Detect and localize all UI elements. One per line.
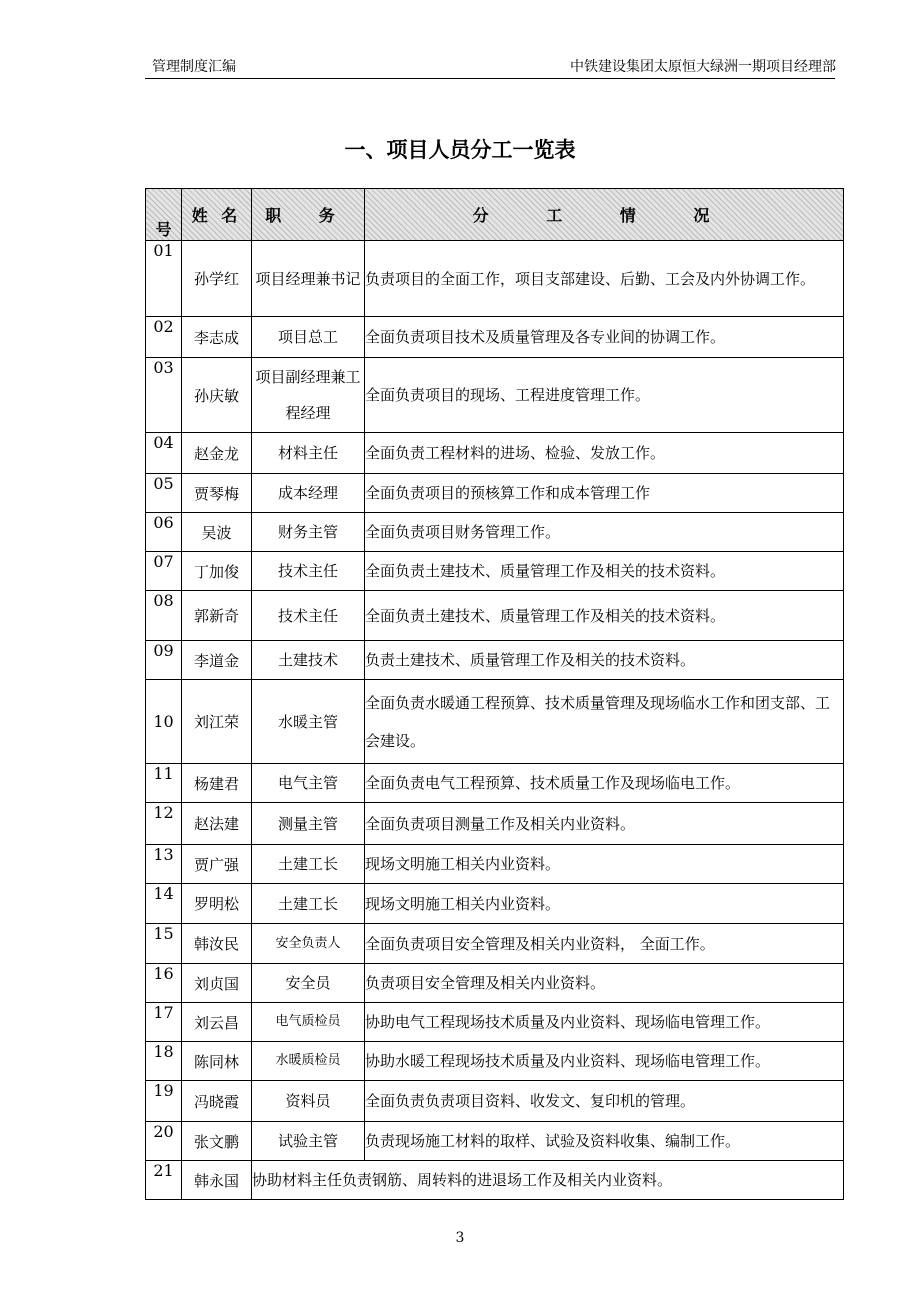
table-row: [146, 1042, 844, 1081]
row-name: 罗明松: [182, 884, 252, 924]
row-position: 财务主管: [252, 513, 365, 552]
table-row: [146, 358, 844, 433]
row-duty: 全面负责土建技术、质量管理工作及相关的技术资料。: [365, 591, 844, 641]
row-number: 08: [146, 591, 182, 641]
row-number: 21: [146, 1161, 182, 1200]
row-position: 土建工长: [252, 845, 365, 884]
row-position: 安全负责人: [252, 924, 365, 964]
row-number: 12: [146, 803, 182, 845]
row-number: 03: [146, 358, 182, 433]
table-row: [146, 474, 844, 513]
row-number: 01: [146, 241, 182, 317]
table-row: [146, 513, 844, 552]
row-name: 杨建君: [182, 764, 252, 803]
row-number: 15: [146, 924, 182, 964]
table-row: [146, 680, 844, 764]
row-duty: 全面负责项目财务管理工作。: [365, 513, 844, 552]
row-position: 测量主管: [252, 803, 365, 845]
row-duty: 全面负责水暖通工程预算、技术质量管理及现场临水工作和团支部、工会建设。: [365, 680, 844, 764]
row-name: 丁加俊: [182, 552, 252, 591]
col-header-number: 号: [146, 189, 182, 241]
row-duty: 负责项目安全管理及相关内业资料。: [365, 964, 844, 1003]
row-position: 安全员: [252, 964, 365, 1003]
row-duty: 现场文明施工相关内业资料。: [365, 845, 844, 884]
row-duty: 全面负责项目技术及质量管理及各专业间的协调工作。: [365, 317, 844, 358]
row-name: 刘贞国: [182, 964, 252, 1003]
row-number: 04: [146, 433, 182, 474]
row-position: 项目副经理兼工程经理: [252, 358, 365, 433]
row-number: 02: [146, 317, 182, 358]
row-number: 10: [146, 680, 182, 764]
row-position: 土建工长: [252, 884, 365, 924]
page-number: 3: [455, 1230, 465, 1246]
row-name: 赵法建: [182, 803, 252, 845]
row-position: 材料主任: [252, 433, 365, 474]
row-number: 11: [146, 764, 182, 803]
row-name: 陈同林: [182, 1042, 252, 1081]
row-number: 09: [146, 641, 182, 680]
table-row: [146, 552, 844, 591]
row-duty: 负责土建技术、质量管理工作及相关的技术资料。: [365, 641, 844, 680]
table-row: [146, 1122, 844, 1161]
row-duty: 全面负责土建技术、质量管理工作及相关的技术资料。: [365, 552, 844, 591]
row-position: 成本经理: [252, 474, 365, 513]
row-duty: 全面负责电气工程预算、技术质量工作及现场临电工作。: [365, 764, 844, 803]
row-duty: 协助电气工程现场技术质量及内业资料、现场临电管理工作。: [365, 1003, 844, 1042]
table-row: [146, 884, 844, 924]
row-duty: 协助材料主任负责钢筋、周转料的进退场工作及相关内业资料。: [252, 1161, 844, 1200]
row-position: 项目总工: [252, 317, 365, 358]
row-number: 07: [146, 552, 182, 591]
row-number: 05: [146, 474, 182, 513]
table-row: [146, 924, 844, 964]
staff-roster-table: [145, 188, 844, 1200]
row-number: 20: [146, 1122, 182, 1161]
row-position: 水暖主管: [252, 680, 365, 764]
row-duty: 全面负责项目安全管理及相关内业资料， 全面工作。: [365, 924, 844, 964]
row-position: 试验主管: [252, 1122, 365, 1161]
row-name: 张文鹏: [182, 1122, 252, 1161]
table-row: [146, 845, 844, 884]
row-duty: 全面负责项目测量工作及相关内业资料。: [365, 803, 844, 845]
row-duty: 全面负责负责项目资料、收发文、复印机的管理。: [365, 1081, 844, 1122]
row-name: 孙学红: [182, 241, 252, 317]
row-name: 冯晓霞: [182, 1081, 252, 1122]
row-name: 贾广强: [182, 845, 252, 884]
row-position: 技术主任: [252, 591, 365, 641]
row-name: 赵金龙: [182, 433, 252, 474]
table-row: [146, 591, 844, 641]
table-row: [146, 1161, 844, 1200]
row-duty: 负责现场施工材料的取样、试验及资料收集、编制工作。: [365, 1122, 844, 1161]
col-header-duty: 分 工 情 况: [365, 189, 844, 241]
row-number: 18: [146, 1042, 182, 1081]
table-row: [146, 964, 844, 1003]
table-row: [146, 433, 844, 474]
row-name: 刘云昌: [182, 1003, 252, 1042]
row-duty: 全面负责工程材料的进场、检验、发放工作。: [365, 433, 844, 474]
row-name: 孙庆敏: [182, 358, 252, 433]
table-row: [146, 764, 844, 803]
table-row: [146, 641, 844, 680]
row-position: 水暖质检员: [252, 1042, 365, 1081]
col-header-name: 姓 名: [182, 189, 252, 241]
row-number: 13: [146, 845, 182, 884]
row-duty: 全面负责项目的预核算工作和成本管理工作: [365, 474, 844, 513]
table-row: [146, 1003, 844, 1042]
row-duty: 协助水暖工程现场技术质量及内业资料、现场临电管理工作。: [365, 1042, 844, 1081]
row-number: 16: [146, 964, 182, 1003]
row-number: 06: [146, 513, 182, 552]
row-name: 贾琴梅: [182, 474, 252, 513]
row-position: 土建技术: [252, 641, 365, 680]
row-name: 李道金: [182, 641, 252, 680]
row-name: 吴波: [182, 513, 252, 552]
row-name: 李志成: [182, 317, 252, 358]
row-duty: 负责项目的全面工作，项目支部建设、后勤、工会及内外协调工作。: [365, 241, 844, 317]
row-name: 郭新奇: [182, 591, 252, 641]
row-number: 19: [146, 1081, 182, 1122]
row-duty: 现场文明施工相关内业资料。: [365, 884, 844, 924]
row-position: 电气质检员: [252, 1003, 365, 1042]
page-title: 一、项目人员分工一览表: [344, 138, 576, 162]
table-row: [146, 317, 844, 358]
header-left-text: 管理制度汇编: [152, 59, 236, 75]
table-row: [146, 241, 844, 317]
row-position: 项目经理兼书记: [252, 241, 365, 317]
row-position: 技术主任: [252, 552, 365, 591]
row-name: 韩汝民: [182, 924, 252, 964]
row-number: 14: [146, 884, 182, 924]
col-header-position: 职 务: [252, 189, 365, 241]
row-position: 资料员: [252, 1081, 365, 1122]
row-position: 电气主管: [252, 764, 365, 803]
header-divider: [145, 78, 835, 79]
row-number: 17: [146, 1003, 182, 1042]
row-name: 刘江荣: [182, 680, 252, 764]
row-name: 韩永国: [182, 1161, 252, 1200]
row-duty: 全面负责项目的现场、工程进度管理工作。: [365, 358, 844, 433]
table-row: [146, 803, 844, 845]
table-row: [146, 1081, 844, 1122]
header-right-text: 中铁建设集团太原恒大绿洲一期项目经理部: [570, 59, 836, 75]
